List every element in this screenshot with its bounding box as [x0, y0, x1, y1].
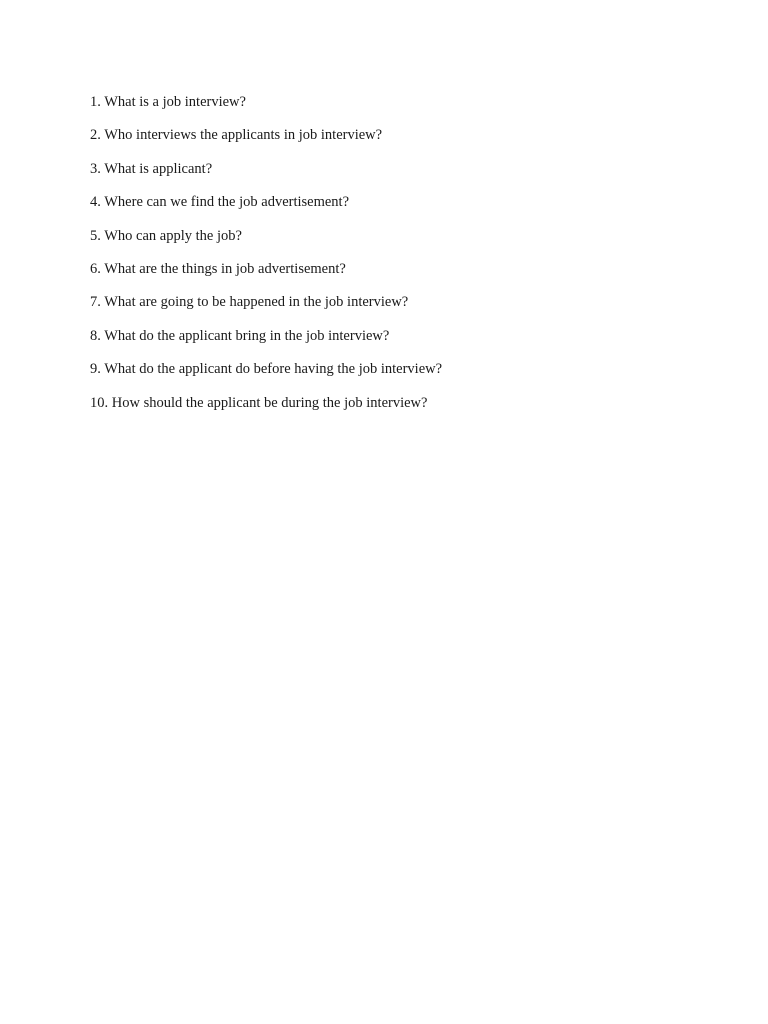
question-item: 6. What are the things in job advertisement?: [90, 260, 346, 277]
question-item: 10. How should the applicant be during the job interview?: [90, 394, 428, 411]
question-item: 9. What do the applicant do before having the job interview?: [90, 361, 443, 378]
question-list: [90, 93, 442, 427]
question-item: 7. What are going to be happened in the job interview?: [90, 294, 409, 311]
question-item: 8. What do the applicant bring in the job interview?: [90, 327, 390, 344]
question-item: 5. Who can apply the job?: [90, 227, 242, 244]
question-item: 2. Who interviews the applicants in job interview?: [90, 127, 383, 144]
question-item: 1. What is a job interview?: [90, 94, 246, 110]
question-item: 4. Where can we find the job advertisement?: [90, 194, 350, 211]
question-item: 3. What is applicant?: [90, 160, 213, 177]
